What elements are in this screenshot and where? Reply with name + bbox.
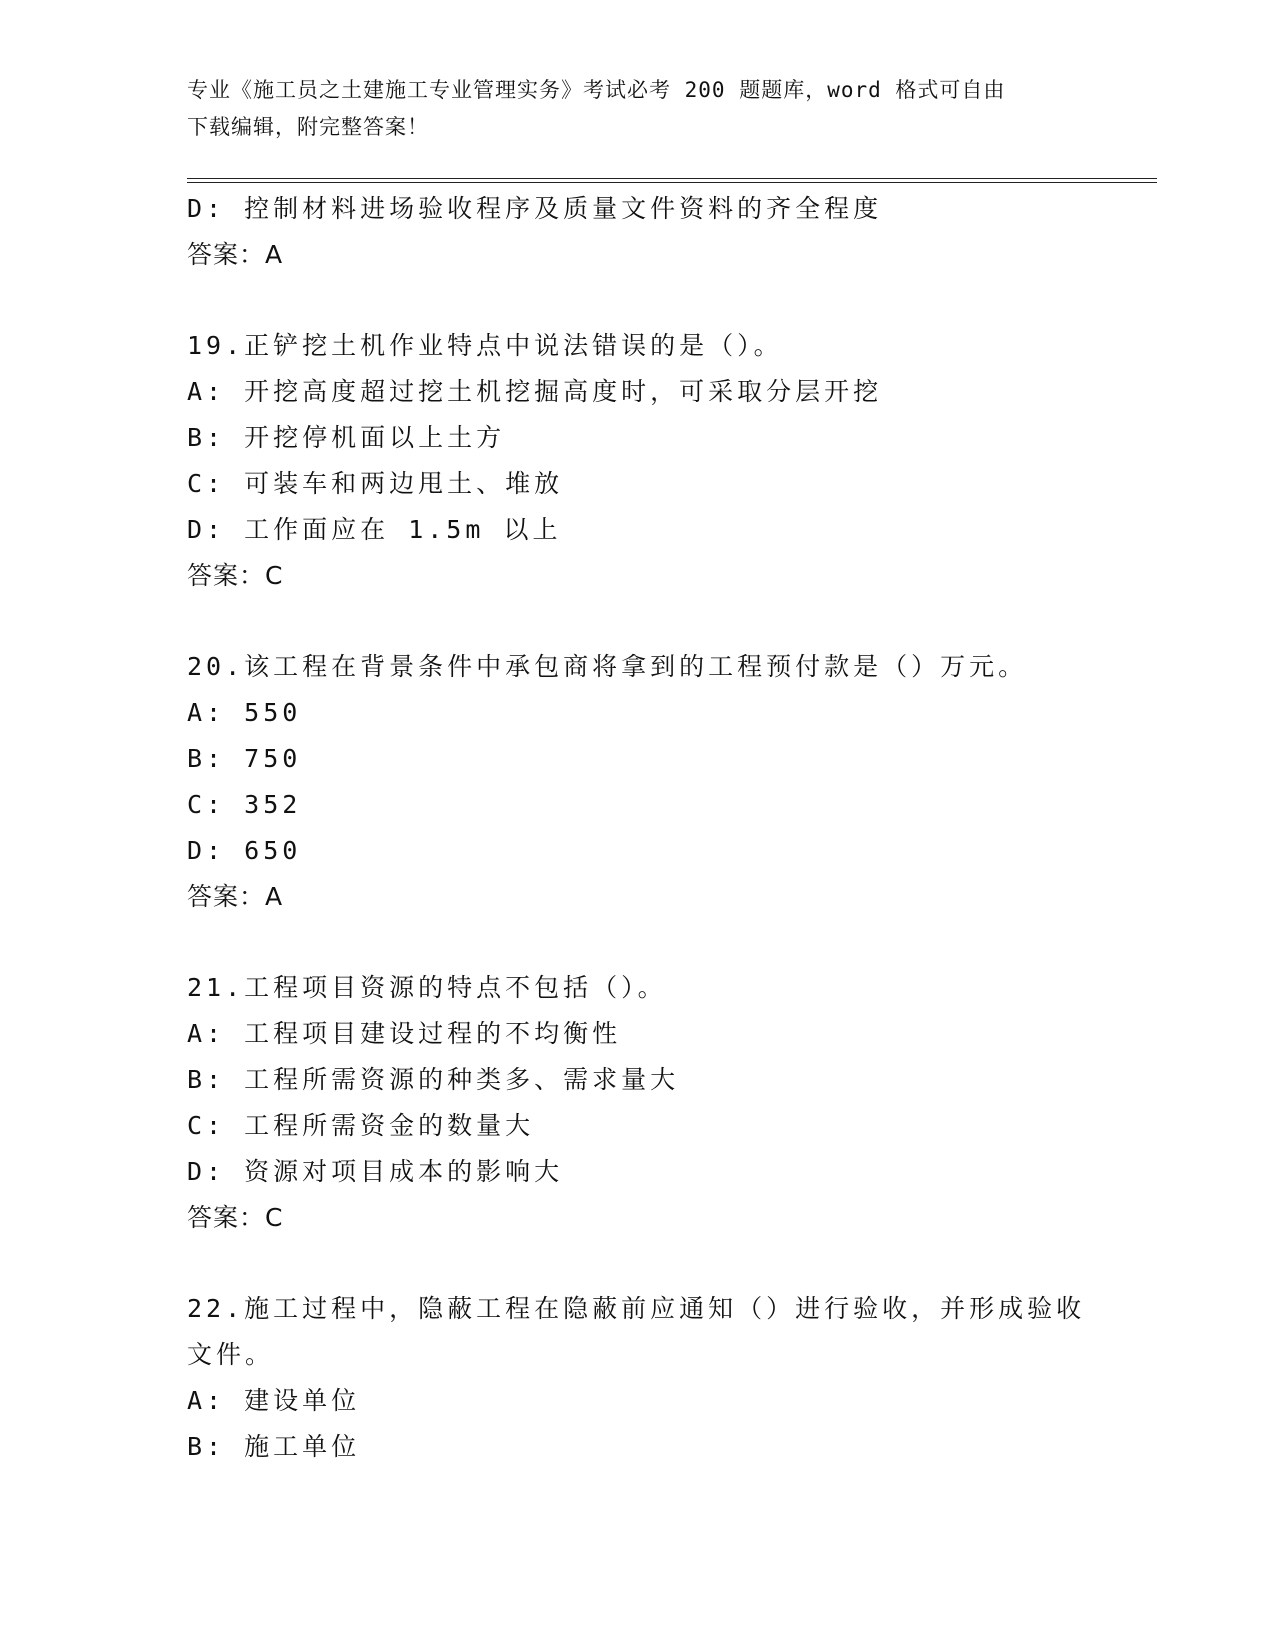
option-b: B: 开挖停机面以上土方 <box>187 423 506 452</box>
question-stem: 22.施工过程中，隐蔽工程在隐蔽前应通知（）进行验收，并形成验收 <box>187 1294 1086 1323</box>
option-d: D: 650 <box>187 836 302 865</box>
option-c: C: 可装车和两边甩土、堆放 <box>187 469 564 498</box>
option-b: B: 750 <box>187 744 302 773</box>
question-19 <box>187 323 1177 599</box>
option-a: A: 550 <box>187 698 302 727</box>
option-d: D: 工作面应在 1.5m 以上 <box>187 515 562 544</box>
question-21 <box>187 965 1177 1241</box>
question-stem: 21.工程项目资源的特点不包括（）。 <box>187 973 667 1002</box>
option-c: C: 352 <box>187 790 302 819</box>
document-header <box>187 72 1067 146</box>
answer-line: 答案：C <box>187 1203 284 1232</box>
option-b: B: 工程所需资源的种类多、需求量大 <box>187 1065 680 1094</box>
header-divider-top <box>187 178 1157 179</box>
option-d: D: 资源对项目成本的影响大 <box>187 1157 564 1186</box>
previous-question-tail <box>187 186 1177 278</box>
question-list <box>187 186 1177 1470</box>
header-divider-bottom <box>187 182 1157 183</box>
header-line-1: 专业《施工员之土建施工专业管理实务》考试必考 200 题题库，word 格式可自由 <box>187 78 1006 102</box>
option-a: A: 建设单位 <box>187 1386 361 1415</box>
spacer <box>187 920 1177 965</box>
question-stem-continued: 文件。 <box>187 1340 275 1369</box>
option-a: A: 开挖高度超过挖土机挖掘高度时，可采取分层开挖 <box>187 377 883 406</box>
spacer <box>187 1241 1177 1286</box>
question-stem: 19.正铲挖土机作业特点中说法错误的是（）。 <box>187 331 783 360</box>
option-c: C: 工程所需资金的数量大 <box>187 1111 535 1140</box>
question-22 <box>187 1286 1177 1470</box>
option-b: B: 施工单位 <box>187 1432 361 1461</box>
spacer <box>187 599 1177 644</box>
spacer <box>187 278 1177 323</box>
header-line-2: 下载编辑，附完整答案！ <box>187 115 429 139</box>
option-d: D: 控制材料进场验收程序及质量文件资料的齐全程度 <box>187 194 883 223</box>
option-a: A: 工程项目建设过程的不均衡性 <box>187 1019 622 1048</box>
answer-line: 答案：A <box>187 882 284 911</box>
question-20 <box>187 644 1177 920</box>
answer-line: 答案：C <box>187 561 284 590</box>
answer-line: 答案：A <box>187 240 284 269</box>
question-stem: 20.该工程在背景条件中承包商将拿到的工程预付款是（）万元。 <box>187 652 1028 681</box>
